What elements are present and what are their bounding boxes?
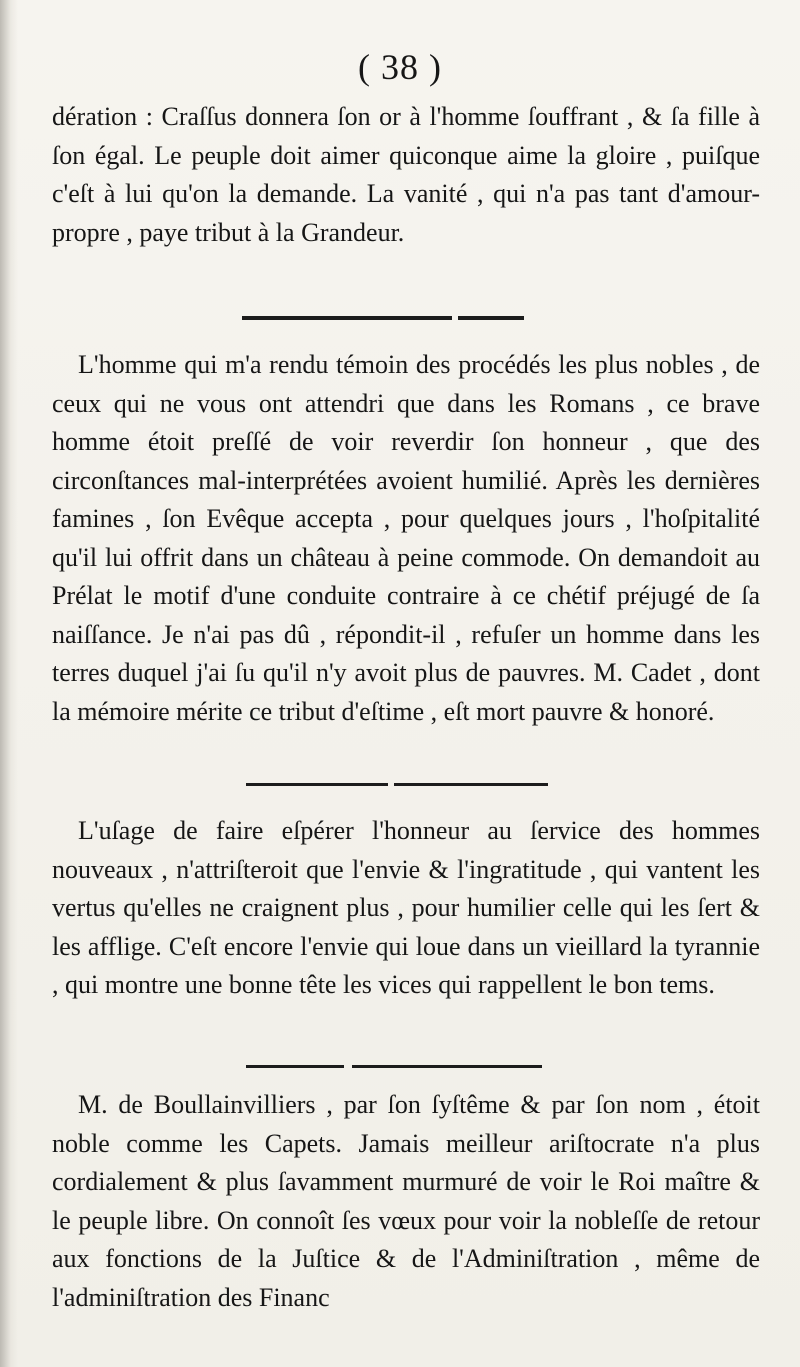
separator-rule-left xyxy=(242,316,452,320)
paragraph-3: L'uſage de faire eſpérer l'honneur au ſervice des hommes nouveaux , n'attriſteroit que l'envie & l'ingratitude , qui vantent les vertus qu'elles ne craignent plus , pour humilier celle qui les ſert & les afflige. C'eſt encore l'envie qui loue dans un vieillard la tyrannie , qui montre une bonne tête les vices qui rappellent le bon tems. xyxy=(52,816,760,999)
separator-rule-right xyxy=(352,1065,542,1068)
paragraph-block xyxy=(52,346,760,731)
page-number: ( 38 ) xyxy=(358,47,442,87)
separator-rule-right xyxy=(394,783,548,786)
paragraph-block xyxy=(52,1086,760,1317)
paragraph-continuation xyxy=(52,98,760,252)
separator-rule-left xyxy=(246,783,388,786)
paragraph-2: L'homme qui m'a rendu témoin des procédés les plus nobles , de ceux qui ne vous ont attendri que dans les Romans , ce brave homme étoit preſſé de voir reverdir ſon honneur , que des circonſtances mal-interprétées avoient humilié. Après les dernières famines , ſon Evêque accepta , pour quelques jours , l'hoſpitalité qu'il lui offrit dans un château à peine commode. On demandoit au Prélat le motif d'une conduite contraire à ce chétif préjugé de ſa naiſſance. Je n'ai pas dû , répondit-il , refuſer un homme dans les terres duquel j'ai ſu qu'il n'y avoit plus de pauvres. M. Cadet , dont la mémoire mérite ce tribut d'eſtime , eſt mort pauvre & honoré. xyxy=(52,350,760,726)
paragraph-4: M. de Boullainvilliers , par ſon ſyſtême & par ſon nom , étoit noble comme les Capets. Jamais meilleur ariſtocrate n'a plus cordialement & plus ſavamment murmuré de voir le Roi maître & le peuple libre. On connoît ſes vœux pour voir la nobleſſe de retour aux fonctions de la Juſtice & de l'Adminiſtration , même de l'adminiſtration des Financ xyxy=(52,1090,760,1312)
separator-rule-left xyxy=(246,1065,344,1068)
separator-rule-right xyxy=(458,316,524,320)
page-edge-shadow xyxy=(0,0,18,1367)
paragraph-1: dération : Craſſus donnera ſon or à l'homme ſouffrant , & ſa fille à ſon égal. Le peuple doit aimer quiconque aime la gloire , puiſque c'eſt à lui qu'on la demande. La vanité , qui n'a pas tant d'amour-propre , paye tribut à la Grandeur. xyxy=(52,102,760,247)
paragraph-block xyxy=(52,812,760,1005)
